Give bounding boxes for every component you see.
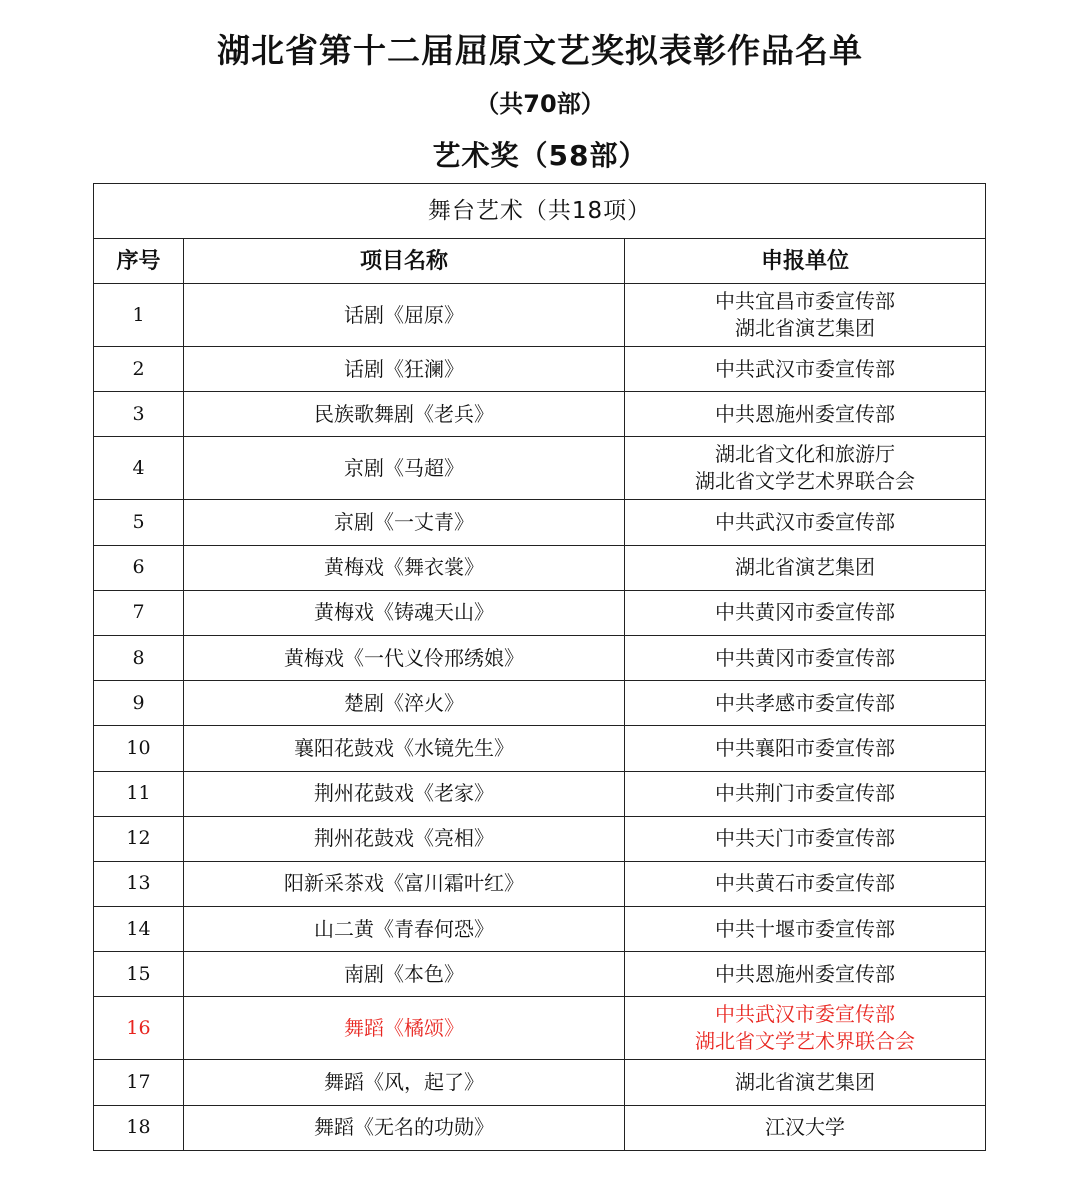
section-heading: 艺术奖（58部） [432, 139, 648, 172]
project-name: 舞蹈《橘颂》 [184, 997, 625, 1060]
project-name: 黄梅戏《舞衣裳》 [184, 545, 625, 590]
table-row [94, 861, 986, 906]
table-row [94, 437, 986, 500]
applicant-unit [625, 816, 986, 861]
applicant-unit-line: 中共天门市委宣传部 [715, 826, 895, 851]
header-applicant-unit: 申报单位 [625, 239, 986, 284]
table-header-row [94, 239, 986, 284]
applicant-unit-line: 中共宜昌市委宣传部 [715, 289, 895, 313]
applicant-unit-line: 湖北省文学艺术界联合会 [695, 1029, 915, 1054]
project-name: 民族歌舞剧《老兵》 [184, 392, 625, 437]
applicant-unit [625, 347, 986, 392]
project-name: 山二黄《青春何恐》 [184, 907, 625, 952]
row-number: 10 [94, 726, 184, 771]
table-row [94, 681, 986, 726]
project-name: 南剧《本色》 [184, 952, 625, 997]
applicant-unit [625, 392, 986, 437]
table-body [94, 284, 986, 1151]
applicant-unit [625, 907, 986, 952]
table-caption: 舞台艺术（共18项） [94, 184, 986, 239]
applicant-unit-line: 中共恩施州委宣传部 [715, 961, 895, 986]
row-number: 18 [94, 1105, 184, 1150]
row-number: 1 [94, 284, 184, 347]
table-row [94, 726, 986, 771]
table-row [94, 816, 986, 861]
applicant-unit-line: 湖北省文化和旅游厅 [715, 442, 895, 467]
row-number: 7 [94, 590, 184, 635]
applicant-unit-line: 湖北省演艺集团 [735, 555, 875, 580]
project-name: 话剧《狂澜》 [184, 347, 625, 392]
project-name: 黄梅戏《一代义伶邢绣娘》 [184, 635, 625, 680]
row-number: 4 [94, 437, 184, 500]
row-number: 8 [94, 635, 184, 680]
applicant-unit [625, 545, 986, 590]
project-name: 襄阳花鼓戏《水镜先生》 [184, 726, 625, 771]
applicant-unit [625, 997, 986, 1060]
row-number: 12 [94, 816, 184, 861]
applicant-unit-line: 中共黄冈市委宣传部 [715, 645, 895, 670]
applicant-unit-line: 江汉大学 [765, 1115, 845, 1140]
applicant-unit [625, 284, 986, 347]
row-number: 14 [94, 907, 184, 952]
row-number: 9 [94, 681, 184, 726]
applicant-unit [625, 1060, 986, 1105]
applicant-unit [625, 1105, 986, 1150]
applicant-unit [625, 590, 986, 635]
table-row [94, 771, 986, 816]
header-number: 序号 [94, 239, 184, 284]
row-number: 3 [94, 392, 184, 437]
page-subtitle: （共70部） [475, 90, 605, 118]
table-row [94, 907, 986, 952]
project-name: 楚剧《淬火》 [184, 681, 625, 726]
table-row [94, 392, 986, 437]
project-name: 京剧《一丈青》 [184, 500, 625, 545]
project-name: 京剧《马超》 [184, 437, 625, 500]
applicant-unit [625, 437, 986, 500]
applicant-unit-line: 中共武汉市委宣传部 [715, 509, 895, 534]
applicant-unit [625, 681, 986, 726]
awards-table [93, 183, 986, 1151]
project-name: 阳新采茶戏《富川霜叶红》 [184, 861, 625, 906]
table-row [94, 1105, 986, 1150]
applicant-unit [625, 861, 986, 906]
applicant-unit [625, 635, 986, 680]
applicant-unit-line: 中共襄阳市委宣传部 [715, 735, 895, 760]
applicant-unit [625, 726, 986, 771]
applicant-unit-line: 中共十堰市委宣传部 [715, 916, 895, 941]
header-project-name: 项目名称 [184, 239, 625, 284]
applicant-unit-line: 中共武汉市委宣传部 [715, 356, 895, 381]
project-name: 舞蹈《无名的功勋》 [184, 1105, 625, 1150]
table-row [94, 997, 986, 1060]
table-row [94, 500, 986, 545]
applicant-unit-line: 湖北省演艺集团 [735, 316, 875, 340]
table-row [94, 347, 986, 392]
applicant-unit [625, 500, 986, 545]
table-row [94, 545, 986, 590]
applicant-unit-line: 中共黄冈市委宣传部 [715, 600, 895, 625]
applicant-unit-line: 中共荆门市委宣传部 [715, 781, 895, 806]
project-name: 话剧《屈原》 [184, 284, 625, 347]
table-row [94, 952, 986, 997]
row-number: 2 [94, 347, 184, 392]
row-number: 16 [94, 997, 184, 1060]
applicant-unit [625, 771, 986, 816]
table-row [94, 1060, 986, 1105]
row-number: 11 [94, 771, 184, 816]
row-number: 6 [94, 545, 184, 590]
applicant-unit-line: 中共武汉市委宣传部 [715, 1002, 895, 1027]
row-number: 13 [94, 861, 184, 906]
applicant-unit-line: 中共黄石市委宣传部 [715, 871, 895, 896]
applicant-unit-line: 湖北省演艺集团 [735, 1070, 875, 1095]
applicant-unit-line: 湖北省文学艺术界联合会 [695, 469, 915, 494]
table-row [94, 635, 986, 680]
page-title: 湖北省第十二届屈原文艺奖拟表彰作品名单 [217, 31, 863, 70]
row-number: 5 [94, 500, 184, 545]
table-row [94, 590, 986, 635]
project-name: 荆州花鼓戏《老家》 [184, 771, 625, 816]
row-number: 15 [94, 952, 184, 997]
project-name: 黄梅戏《铸魂天山》 [184, 590, 625, 635]
project-name: 舞蹈《风，起了》 [184, 1060, 625, 1105]
project-name: 荆州花鼓戏《亮相》 [184, 816, 625, 861]
applicant-unit [625, 952, 986, 997]
applicant-unit-line: 中共孝感市委宣传部 [715, 690, 895, 715]
applicant-unit-line: 中共恩施州委宣传部 [715, 401, 895, 426]
table-row [94, 284, 986, 347]
row-number: 17 [94, 1060, 184, 1105]
